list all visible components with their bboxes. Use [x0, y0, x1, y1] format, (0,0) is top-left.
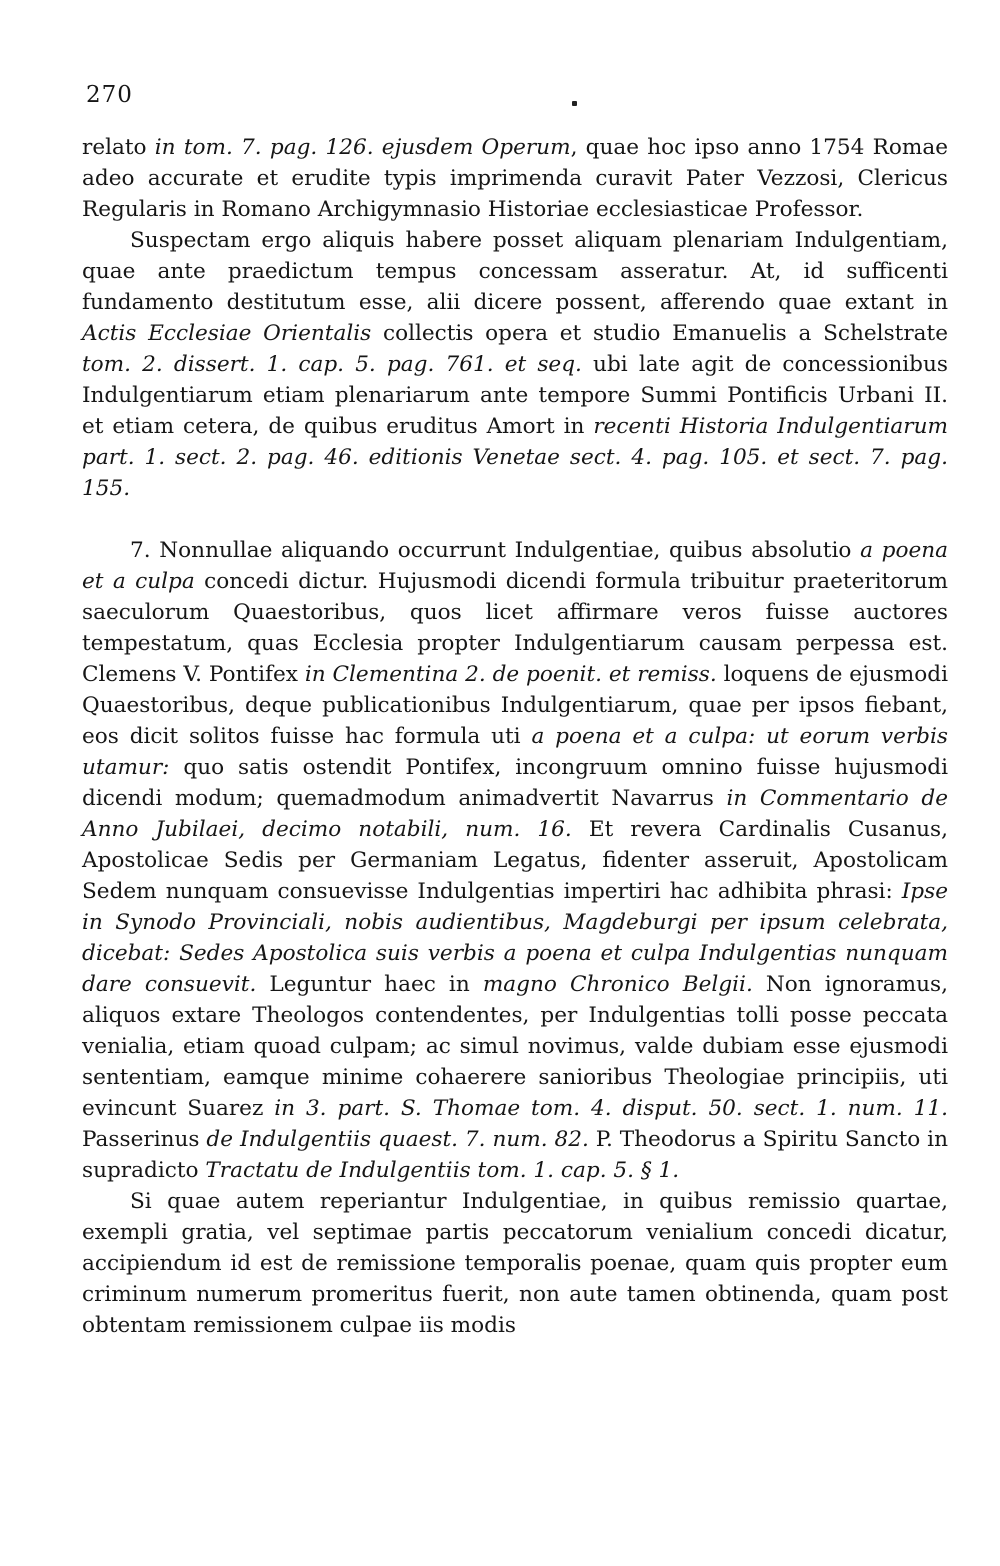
text-run: ubi late agit de concessionibus Indulgentiarum etiam plenariarum ante tempore Summi Pontificis Urbani II. et etiam cetera, de quibus eruditus Amort in [82, 352, 948, 439]
italic-citation: recenti Historia Indulgentiarum part. 1. sect. 2. pag. 46. editionis Venetae sect. 4. pag. 105. et sect. 7. pag. 155. [82, 414, 948, 501]
text-run: Suspectam ergo aliquis habere posset aliquam plenariam Indulgentiam, quae ante praedictum tempus concessam asseratur. At, id sufficenti fundamento destitutum esse, alii dicere possent, afferendo quae extant in [82, 228, 948, 315]
text-run: Et revera Cardinalis Cusanus, Apostolicae Sedis per Germaniam Legatus, fidenter asseruit, Apostolicam Sedem nunquam consuevisse Indulgentias impertiri hac adhibita phrasi: [82, 817, 948, 904]
italic-citation: a poena et a culpa: ut eorum verbis utamur: [82, 724, 948, 780]
text-run: Passerinus [82, 1127, 207, 1152]
text-run: 7. Nonnullae aliquando occurrunt Indulgentiae, quibus absolutio [130, 538, 861, 563]
text-run: Si quae autem reperiantur Indulgentiae, in quibus remissio quartae, exempli gratia, vel septimae partis peccatorum venialium concedi dicatur, accipiendum id est de remissione temporalis poenae, quam quis propter eum criminum numerum promeritus fuerit, non aute tamen obtinenda, quam post obtentam remissionem culpae iis modis [82, 1189, 948, 1338]
text-run: , quae hoc ipso anno 1754 Romae adeo accurate et erudite typis imprimenda curavit Pater Vezzosi, Clericus Regularis in Romano Archigymnasio Historiae ecclesiasticae Professor. [82, 135, 948, 222]
text-run: relato [82, 135, 155, 160]
italic-citation: in Commentario de Anno Jubilaei, decimo notabili, num. 16. [82, 786, 949, 842]
italic-citation: magno Chronico Belgii. [482, 972, 753, 997]
text-run: loquens de ejusmodi Quaestoribus, deque publicationibus Indulgentiarum, quae per ipsos fiebant, eos dicit solitos fuisse hac formula uti [82, 662, 948, 749]
text-run: collectis opera et studio Emanuelis a Schelstrate [371, 321, 949, 346]
italic-citation: a poena et a culpa [82, 538, 949, 594]
paragraph-p3 [82, 535, 948, 1186]
body-text [82, 132, 948, 1341]
italic-citation: Actis Ecclesiae Orientalis [82, 321, 372, 346]
italic-citation: Tractatu de Indulgentiis tom. 1. cap. 5. § 1. [205, 1158, 680, 1183]
italic-citation: in tom. 7. pag. 126. ejusdem Operum [154, 135, 571, 160]
text-run: quo satis ostendit Pontifex, incongruum omnino fuisse hujusmodi dicendi modum; quemadmodum animadvertit Navarrus [82, 755, 948, 811]
paragraph-p2 [82, 225, 948, 504]
italic-citation: de Indulgentiis quaest. 7. num. 82. [206, 1127, 589, 1152]
italic-citation: in 3. part. S. Thomae tom. 4. disput. 50. sect. 1. num. 11. [274, 1096, 948, 1121]
text-run: concedi dictur. Hujusmodi dicendi formula tribuitur praeteritorum saeculorum Quaestoribus, quos licet affirmare veros fuisse auctores tempestatum, quas Ecclesia propter Indulgentiarum causam perpessa est. Clemens V. Pontifex [82, 569, 948, 687]
italic-citation: tom. 2. dissert. 1. cap. 5. pag. 761. et seq. [82, 352, 582, 377]
italic-citation: Ipse in Synodo Provinciali, nobis audientibus, Magdeburgi per ipsum celebrata, dicebat: Sedes Apostolica suis verbis a poena et culpa Indulgentias nunquam dare consuevit. [82, 879, 948, 997]
paragraph-p4 [82, 1186, 948, 1341]
ink-speck [572, 101, 577, 106]
text-run: Non ignoramus, aliquos extare Theologos contendentes, per Indulgentias tolli posse peccata venialia, etiam quoad culpam; ac simul novimus, valde dubiam esse ejusmodi sententiam, eamque minime cohaerere sanioribus Theologiae principiis, uti evincunt Suarez [82, 972, 948, 1121]
italic-citation: in Clementina 2. de poenit. et remiss. [304, 662, 717, 687]
page-number: 270 [86, 82, 133, 108]
text-run: P. Theodorus a Spiritu Sancto in supradicto [82, 1127, 948, 1183]
paragraph-p1 [82, 132, 948, 225]
text-run: Leguntur haec in [256, 972, 483, 997]
